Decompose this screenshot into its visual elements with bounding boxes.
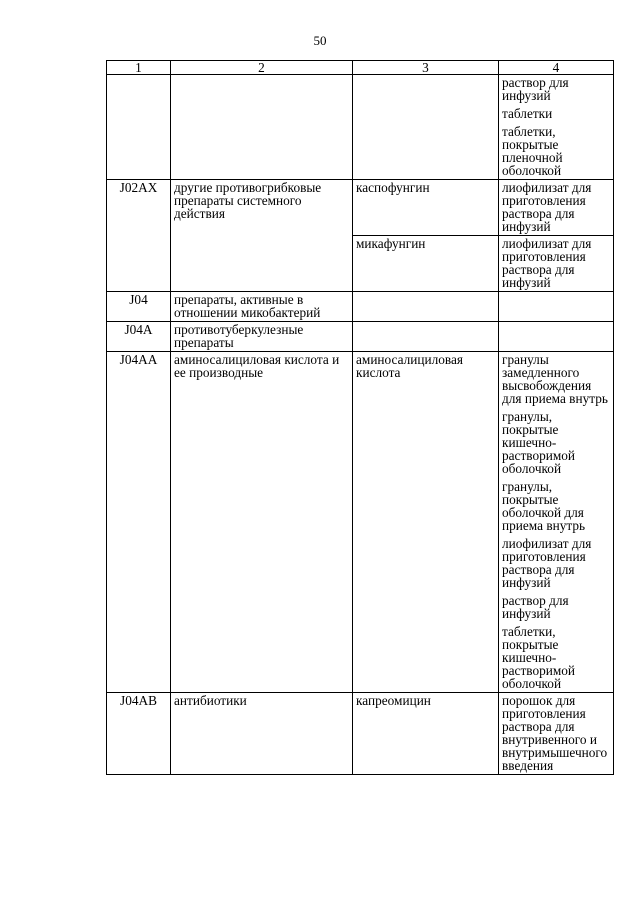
- dosage-forms-cell: [499, 322, 614, 352]
- atc-code-cell: J04A: [107, 322, 171, 352]
- dosage-forms-cell: [499, 292, 614, 322]
- table-row: [107, 75, 614, 180]
- atc-code-cell: J04AB: [107, 693, 171, 775]
- atc-code-cell: J02AX: [107, 180, 171, 292]
- dosage-form: лиофилизат для приготовления раствора для инфузий: [502, 180, 592, 234]
- dosage-form: таблетки: [502, 106, 553, 121]
- group-cell: другие противогрибковые препараты системного действия: [171, 180, 353, 292]
- substance-cell: микафунгин: [353, 236, 499, 292]
- group-cell: аминосалициловая кислота и ее производные: [171, 352, 353, 693]
- table-row: [107, 292, 614, 322]
- group-cell: препараты, активные в отношении микобактерий: [171, 292, 353, 322]
- dosage-form: лиофилизат для приготовления раствора для инфузий: [502, 536, 592, 590]
- dosage-form: таблетки, покрытые кишечно-растворимой оболочкой: [502, 624, 576, 691]
- dosage-forms-cell: [499, 693, 614, 775]
- dosage-form: гранулы замедленного высвобождения для приема внутрь: [502, 352, 608, 406]
- column-header: 2: [171, 61, 353, 75]
- dosage-form: порошок для приготовления раствора для внутривенного и внутримышечного введения: [502, 693, 608, 773]
- dosage-forms-cell: [499, 75, 614, 180]
- dosage-form: лиофилизат для приготовления раствора для инфузий: [502, 236, 592, 290]
- atc-code-cell: J04AA: [107, 352, 171, 693]
- drug-table: [106, 60, 614, 775]
- dosage-form: гранулы, покрытые кишечно-растворимой оболочкой: [502, 409, 576, 476]
- group-cell: антибиотики: [171, 693, 353, 775]
- dosage-form: таблетки, покрытые пленочной оболочкой: [502, 124, 563, 178]
- substance-cell: [353, 322, 499, 352]
- dosage-forms-cell: [499, 180, 614, 236]
- table-header-row: [107, 61, 614, 75]
- dosage-form: раствор для инфузий: [502, 75, 569, 103]
- dosage-form: раствор для инфузий: [502, 593, 569, 621]
- column-header: 3: [353, 61, 499, 75]
- dosage-forms-cell: [499, 352, 614, 693]
- column-header: 4: [499, 61, 614, 75]
- table-row: [107, 352, 614, 693]
- column-header: 1: [107, 61, 171, 75]
- dosage-forms-cell: [499, 236, 614, 292]
- dosage-form: гранулы, покрытые оболочкой для приема внутрь: [502, 479, 586, 533]
- table-row: [107, 180, 614, 236]
- group-cell: [171, 75, 353, 180]
- substance-cell: аминосалициловая кислота: [353, 352, 499, 693]
- substance-cell: [353, 75, 499, 180]
- substance-cell: капреомицин: [353, 693, 499, 775]
- table-row: [107, 322, 614, 352]
- page-number: 50: [313, 33, 327, 48]
- group-cell: противотуберкулезные препараты: [171, 322, 353, 352]
- table-row: [107, 693, 614, 775]
- atc-code-cell: J04: [107, 292, 171, 322]
- atc-code-cell: [107, 75, 171, 180]
- substance-cell: каспофунгин: [353, 180, 499, 236]
- substance-cell: [353, 292, 499, 322]
